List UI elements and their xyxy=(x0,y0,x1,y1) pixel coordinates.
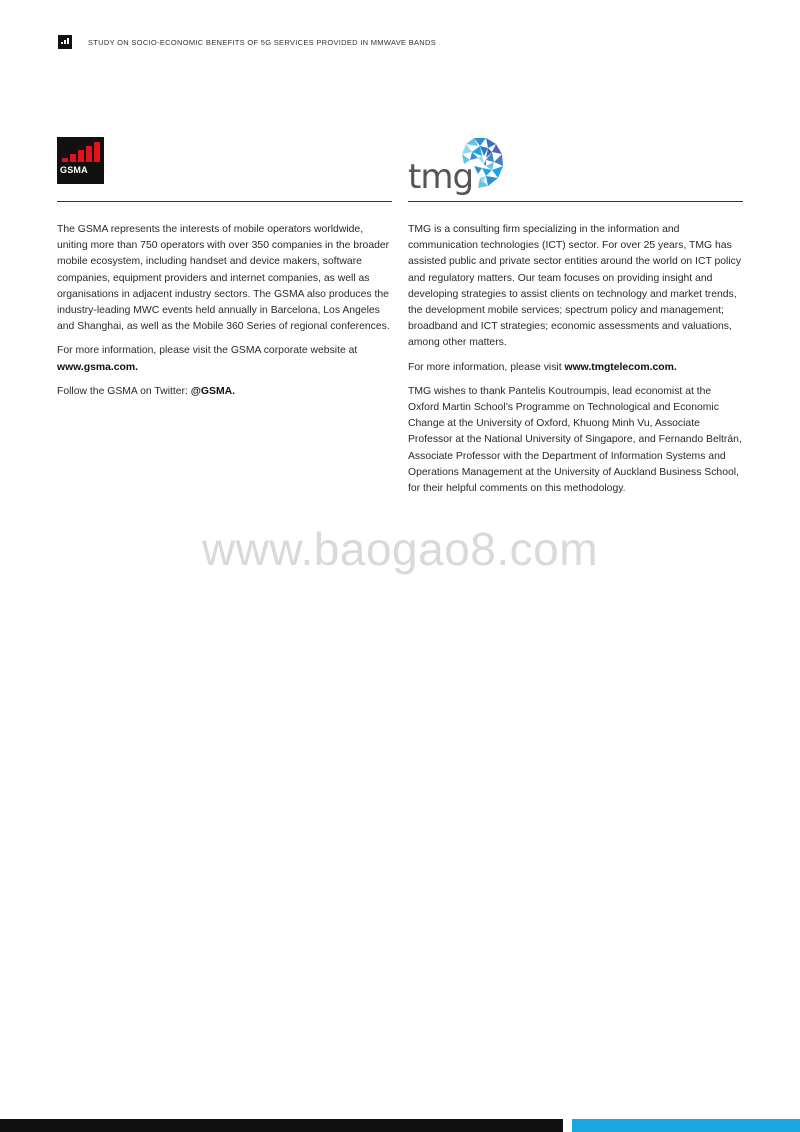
tmg-logo-icon xyxy=(408,136,508,196)
tmg-acknowledgement: TMG wishes to thank Pantelis Koutroumpis, lead economist at the Oxford Martin School’s Programme on Technological and Economic Change at the University of Oxford, Khuong Minh Vu, Associate Professor at the National University of Singapore, and Fernando Beltrán, Associate Professor with the Department of Information Systems and Operations Management at the University of Auckland Business School, for their helpful comments on this methodology. xyxy=(408,385,742,495)
gsma-logo-text: GSMA xyxy=(60,165,88,175)
tmg-divider xyxy=(408,201,743,202)
gsma-small-logo-icon xyxy=(58,35,72,49)
document-title: STUDY ON SOCIO-ECONOMIC BENEFITS OF 5G SERVICES PROVIDED IN MMWAVE BANDS xyxy=(88,37,437,47)
gsma-logo-icon xyxy=(57,137,104,184)
gsma-divider xyxy=(57,201,392,202)
footer-blue-bar xyxy=(572,1119,800,1132)
tmg-more-info: For more information, please visit www.tmgtelecom.com. xyxy=(408,361,677,373)
footer-black-bar xyxy=(0,1119,563,1132)
tmg-website-link[interactable]: www.tmgtelecom.com. xyxy=(564,361,677,373)
tmg-description: TMG is a consulting firm specializing in the information and communication technologies (ICT) sector. For over 25 years, TMG has assisted public and private sector entities around the world on ICT policy and regulatory matters. Our team focuses on providing insight and developing strategies to assist clients on technology and market trends, the development mobile services; spectrum policy and management; broadband and ICT strategies; economic assessments and valuations, among other matters. xyxy=(408,224,742,349)
gsma-more-info: For more information, please visit the GSMA corporate website at www.gsma.com. xyxy=(57,345,358,373)
gsma-website-link[interactable]: www.gsma.com. xyxy=(57,361,139,373)
gsma-section xyxy=(57,136,392,408)
gsma-description: The GSMA represents the interests of mobile operators worldwide, uniting more than 750 operators with over 350 companies in the broader mobile ecosystem, including handset and device makers, software companies, equipment providers and internet companies, as well as organisations in adjacent industry sectors. The GSMA also produces the industry-leading MWC events held annually in Barcelona, Los Angeles and Shanghai, as well as the Mobile 360 Series of regional conferences. xyxy=(57,224,390,333)
gsma-twitter: Follow the GSMA on Twitter: @GSMA. xyxy=(57,385,235,397)
watermark: www.baogao8.com xyxy=(201,523,599,575)
tmg-section xyxy=(408,136,743,505)
page-header xyxy=(58,34,436,50)
gsma-twitter-handle[interactable]: @GSMA. xyxy=(190,385,235,397)
tmg-logo-text: tmg xyxy=(408,157,474,196)
